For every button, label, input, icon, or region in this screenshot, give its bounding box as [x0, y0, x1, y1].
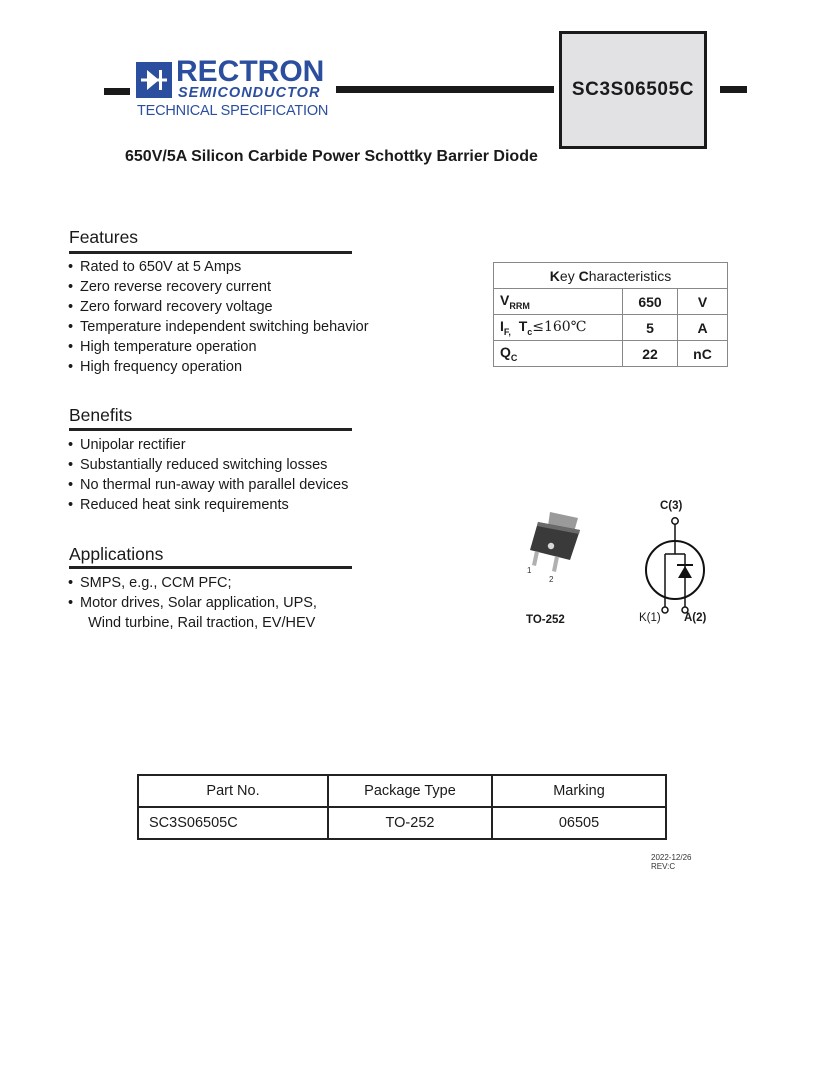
table-cell: 06505: [492, 807, 666, 839]
list-item: Wind turbine, Rail traction, EV/HEV: [88, 615, 316, 631]
brand-subtitle: SEMICONDUCTOR: [178, 85, 321, 101]
part-number: SC3S06505C: [571, 79, 695, 100]
features-rule: [69, 251, 352, 254]
list-item: • Substantially reduced switching losses: [68, 457, 328, 473]
key-characteristics-table: [493, 262, 728, 367]
schematic-cathode-case-label: C(3): [660, 500, 683, 512]
table-header-row: [138, 775, 666, 807]
schematic-k-label: K(1): [639, 612, 661, 624]
table-cell: SC3S06505C: [138, 807, 328, 839]
header-bar-right: [720, 86, 747, 93]
column-header: Part No.: [138, 775, 328, 807]
list-item: • Rated to 650V at 5 Amps: [68, 259, 242, 275]
applications-heading: Applications: [69, 544, 164, 564]
table-row: [138, 807, 666, 839]
column-header: Package Type: [328, 775, 492, 807]
list-item: • SMPS, e.g., CCM PFC;: [68, 575, 232, 591]
table-row: $Q_C$ 22 nC: [494, 341, 728, 367]
column-header: Marking: [492, 775, 666, 807]
list-item: • Unipolar rectifier: [68, 437, 186, 453]
list-item: • Temperature independent switching behavior: [68, 319, 369, 335]
table-row: $I_{F,}$ $T_c\le 160℃$ 5 A: [494, 315, 728, 341]
benefits-heading: Benefits: [69, 405, 133, 425]
applications-list: [68, 573, 317, 633]
schottky-diode-schematic-icon: [640, 515, 712, 615]
list-item: • Motor drives, Solar application, UPS,: [68, 595, 317, 611]
package-name: TO-252: [526, 614, 565, 626]
brand-name: RECTRON: [176, 55, 325, 88]
table-row: $V_{RRM}$ 650 V: [494, 289, 728, 315]
header-bar-left: [104, 88, 130, 95]
revision-date: 2022-12/26: [651, 853, 692, 862]
table-cell: TO-252: [328, 807, 492, 839]
rectron-logo-icon: [136, 62, 172, 98]
part-number-box: [559, 31, 707, 149]
list-item: • High frequency operation: [68, 359, 243, 375]
part-table: [137, 774, 667, 840]
schematic-a-label: A(2): [684, 612, 707, 624]
document-title: 650V/5A Silicon Carbide Power Schottky Barrier Diode: [125, 148, 538, 165]
technical-specification-label: TECHNICAL SPECIFICATION: [137, 103, 329, 119]
revision-label: REV:C: [651, 862, 676, 871]
list-item: • Zero forward recovery voltage: [68, 299, 273, 315]
features-list: [68, 257, 369, 377]
applications-rule: [69, 566, 352, 569]
key-characteristics-title: Key Characteristics: [494, 263, 728, 289]
benefits-rule: [69, 428, 352, 431]
pin-1-label: 1: [527, 566, 532, 575]
benefits-list: [68, 435, 348, 515]
list-item: • High temperature operation: [68, 339, 257, 355]
list-item: • Zero reverse recovery current: [68, 279, 271, 295]
pin-2-label: 2: [549, 575, 554, 584]
list-item: • No thermal run-away with parallel devices: [68, 477, 349, 493]
features-heading: Features: [69, 227, 139, 247]
to252-package-icon: [522, 508, 592, 588]
header-bar-middle: [336, 86, 554, 93]
list-item: • Reduced heat sink requirements: [68, 497, 289, 513]
